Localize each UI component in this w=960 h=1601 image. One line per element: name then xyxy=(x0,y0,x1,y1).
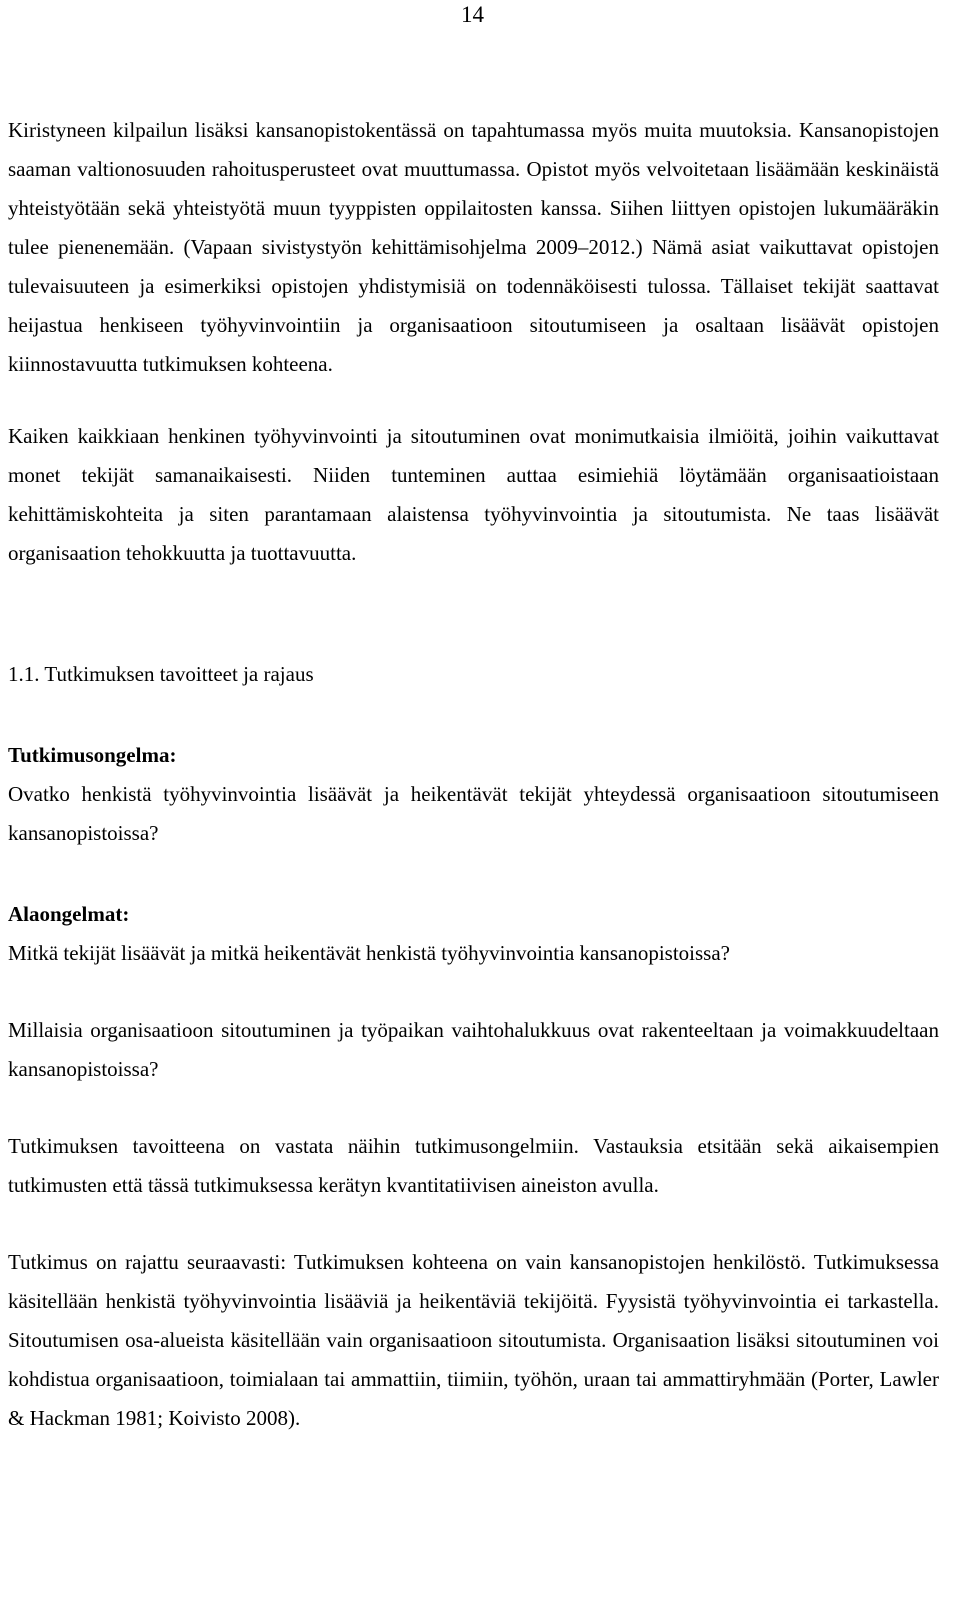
page-number: 14 xyxy=(461,2,484,27)
paragraph-wellbeing-summary: Kaiken kaikkiaan henkinen työhyvinvointi ja sitoutuminen ovat monimutkaisia ilmiöitä, joihin vaikuttavat monet tekijät samanaikaisesti. Niiden tunteminen auttaa esimiehiä löytämään organisaatioistaan kehittämiskohteita ja siten parantamaan alaistensa työhyvinvointia ja sitoutumista. Ne taas lisäävät organisaation tehokkuutta ja tuottavuutta. xyxy=(8,424,939,565)
paragraph-competition: Kiristyneen kilpailun lisäksi kansanopistokentässä on tapahtumassa myös muita muutoksia. Kansanopistojen saaman valtionosuuden rahoitusperusteet ovat muuttumassa. Opistot myös velvoitetaan lisäämään keskinäistä yhteistyötään sekä yhteistyötä muun tyyppisten oppilaitosten kanssa. Siihen liittyen opistojen lukumääräkin tulee pienenemään. (Vapaan sivistystyön kehittämisohjelma 2009–2012.) Nämä asiat vaikuttavat opistojen tulevaisuuteen ja esimerkiksi opistojen yhdistymisiä on todennäköisesti tulossa. Tällaiset tekijät saattavat heijastua henkiseen työhyvinvointiin ja organisaatioon sitoutumiseen ja osaltaan lisäävät opistojen kiinnostavuutta tutkimuksen kohteena. xyxy=(8,118,939,376)
research-scope-paragraph: Tutkimus on rajattu seuraavasti: Tutkimuksen kohteena on vain kansanopistojen henkilöstö. Tutkimuksessa käsitellään henkistä työhyvinvointia lisääviä ja heikentäviä tekijöitä. Fyysistä työhyvinvointia ei tarkastella. Sitoutumisen osa-alueista käsitellään vain organisaatioon sitoutumista. Organisaation lisäksi sitoutuminen voi kohdistua organisaatioon, toimialaan tai ammattiin, tiimiin, työhön, uraan tai ammattiryhmään (Porter, Lawler & Hackman 1981; Koivisto 2008). xyxy=(8,1250,939,1430)
research-goal-paragraph: Tutkimuksen tavoitteena on vastata näihin tutkimusongelmiin. Vastauksia etsitään sekä aikaisempien tutkimusten että tässä tutkimuksessa kerätyn kvantitatiivisen aineiston avulla. xyxy=(8,1134,939,1197)
sub-problems-label: Alaongelmat: xyxy=(8,902,130,926)
sub-problem-1: Mitkä tekijät lisäävät ja mitkä heikentävät henkistä työhyvinvointia kansanopistoissa? xyxy=(8,941,730,965)
document-body xyxy=(8,111,939,1438)
research-problem-label: Tutkimusongelma: xyxy=(8,743,177,767)
sub-problem-2: Millaisia organisaatioon sitoutuminen ja työpaikan vaihtohalukkuus ovat rakenteeltaan ja voimakkuudeltaan kansanopistoissa? xyxy=(8,1018,939,1081)
section-heading: 1.1. Tutkimuksen tavoitteet ja rajaus xyxy=(8,662,314,686)
research-problem-text: Ovatko henkistä työhyvinvointia lisäävät ja heikentävät tekijät yhteydessä organisaatioon sitoutumiseen kansanopistoissa? xyxy=(8,782,939,845)
